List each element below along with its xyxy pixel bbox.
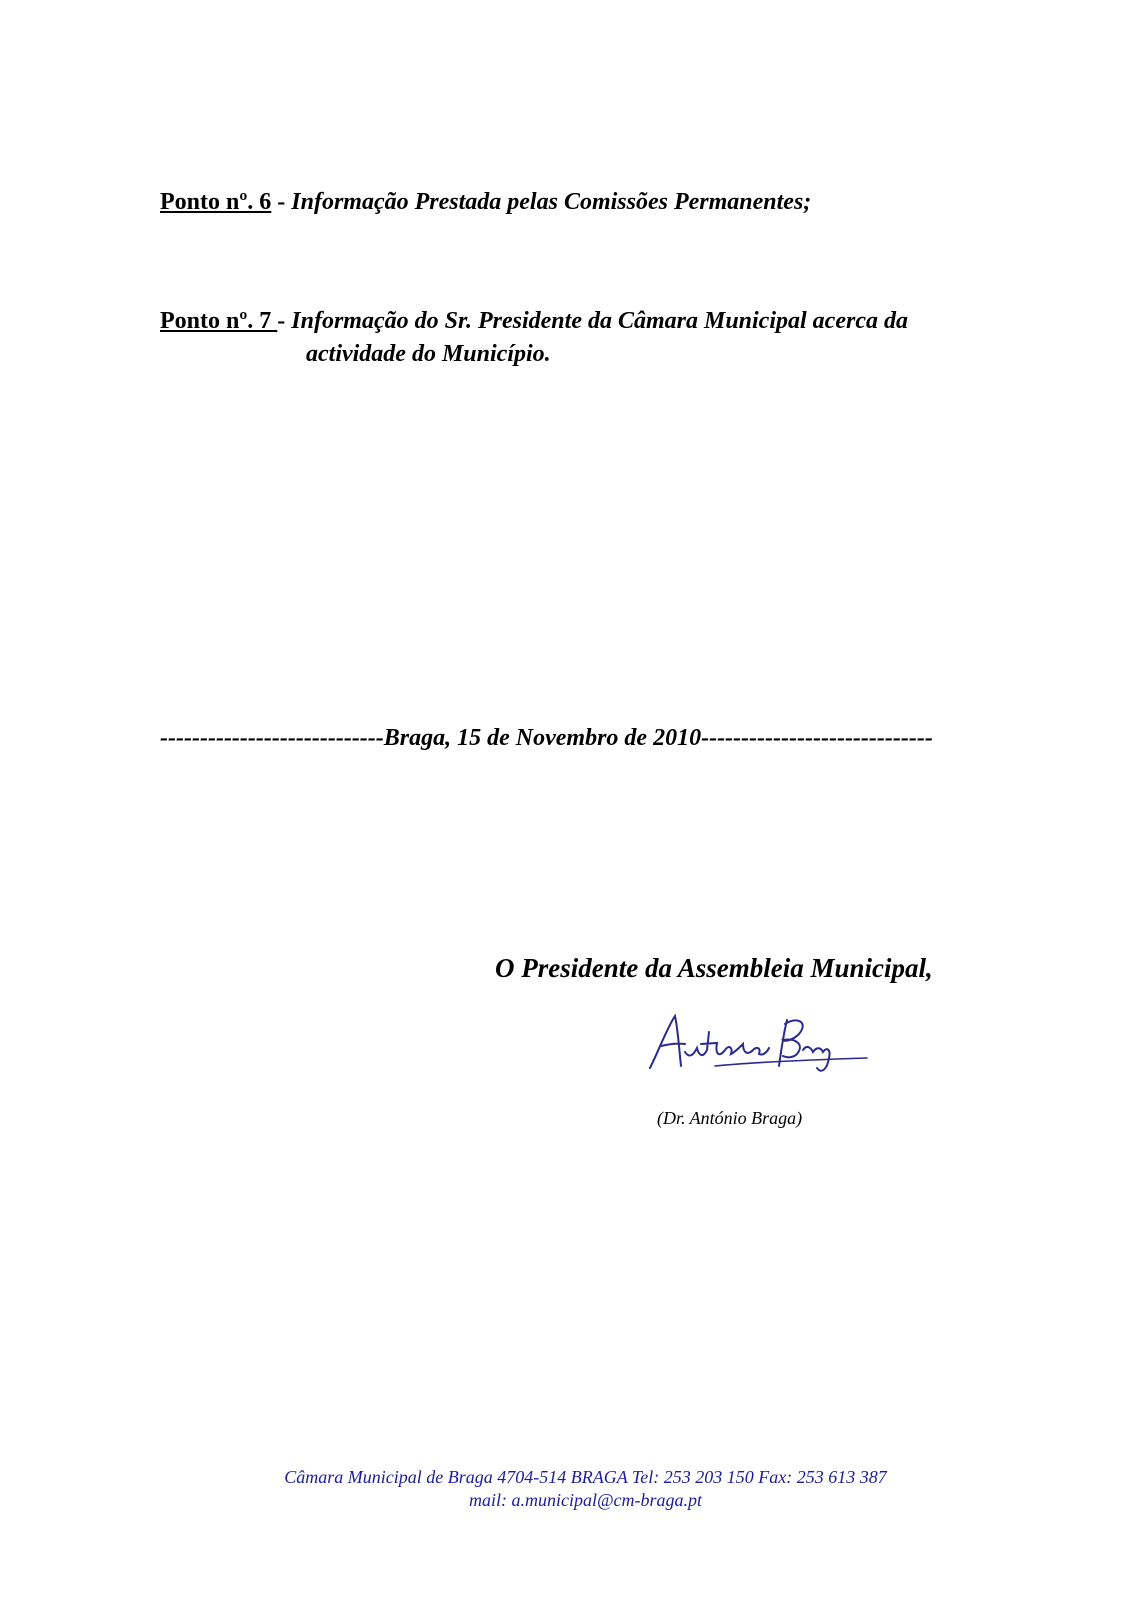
agenda-item-text: Informação do Sr. Presidente da Câmara Municipal acerca da [291, 308, 908, 334]
signature-image [645, 1010, 875, 1080]
agenda-item-text: Informação Prestada pelas Comissões Permanentes; [291, 189, 812, 215]
date-line: ----------------------------Braga, 15 de Novembro de 2010----------------------------- [160, 725, 933, 751]
agenda-item-label: Ponto nº. 7 [160, 308, 278, 334]
agenda-item-7-continuation: actividade do Município. [306, 341, 551, 367]
agenda-item-separator: - [277, 308, 292, 334]
agenda-item-label: Ponto nº. 6 [160, 189, 272, 215]
footer [0, 1466, 1131, 1512]
agenda-item-6 [160, 186, 811, 218]
agenda-item-separator: - [271, 189, 292, 215]
footer-email[interactable]: mail: a.municipal@cm-braga.pt [468, 1490, 703, 1510]
signatory-title: O Presidente da Assembleia Municipal, [495, 953, 933, 983]
agenda-item-7 [160, 305, 908, 337]
footer-address: Câmara Municipal de Braga 4704-514 BRAGA Tel: 253 203 150 Fax: 253 613 387 [284, 1467, 887, 1487]
signatory-name: (Dr. António Braga) [657, 1108, 803, 1128]
